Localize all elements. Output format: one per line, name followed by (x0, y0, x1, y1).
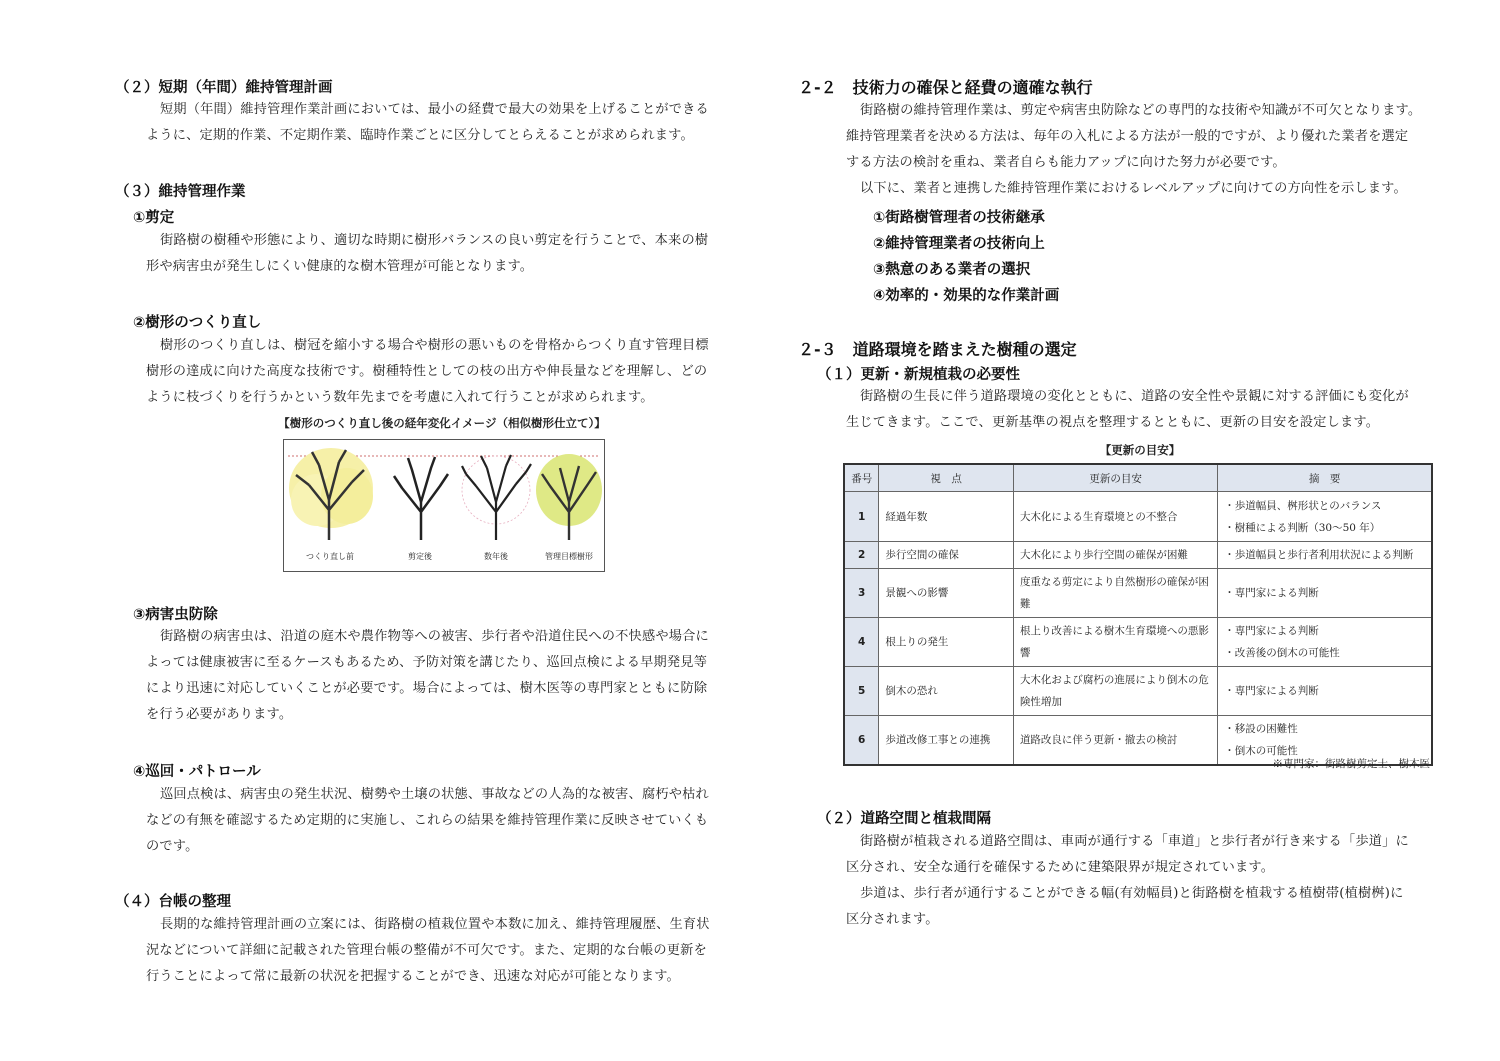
subheading-reshaping: ②樹形のつくり直し (133, 315, 262, 331)
figure-label-target: 管理目標樹形 (545, 552, 593, 561)
paragraph-line: を行う必要があります。 (146, 707, 293, 722)
row-guide: 大木化による生育環境との不整合 (1013, 492, 1217, 542)
tree-years-later-icon (462, 455, 531, 540)
section-heading-ledger: （４）台帳の整理 (115, 894, 231, 910)
row-guide: 度重なる剪定により自然樹形の確保が困難 (1013, 569, 1217, 618)
paragraph-line: 生じてきます。ここで、更新基準の視点を整理するとともに、更新の目安を設定します。 (846, 415, 1380, 430)
row-number: 2 (844, 542, 879, 569)
row-guide: 道路改良に伴う更新・撤去の検討 (1013, 716, 1217, 766)
paragraph-line: 短期（年間）維持管理作業計画においては、最小の経費で最大の効果を上げることができる (160, 102, 709, 117)
row-guide: 大木化により歩行空間の確保が困難 (1013, 542, 1217, 569)
section-heading-2-2: ２-２ 技術力の確保と経費の適確な執行 (798, 78, 1093, 97)
subheading-pruning: ①剪定 (133, 210, 175, 226)
table-row (844, 667, 1432, 716)
column-header: 更新の目安 (1013, 464, 1217, 492)
table-row (844, 542, 1432, 569)
list-item: ①街路樹管理者の技術継承 (873, 210, 1045, 226)
note-line: ・倒木の可能性 (1224, 745, 1298, 757)
subheading-patrol: ④巡回・パトロール (133, 764, 261, 780)
paragraph-line: 歩道は、歩行者が通行することができる幅(有効幅員)と街路樹を植栽する植樹帯(植樹桝)に (860, 886, 1404, 901)
column-header: 番号 (844, 464, 879, 492)
paragraph-line: 維持管理業者を決める方法は、毎年の入札による方法が一般的ですが、より優れた業者を選定 (846, 129, 1409, 144)
table-row (844, 618, 1432, 667)
paragraph-line: 区分され、安全な通行を確保するために建築限界が規定されています。 (846, 860, 1275, 875)
row-number: 5 (844, 667, 879, 716)
paragraph-line: により迅速に対応していくことが必要です。場合によっては、樹木医等の専門家とともに防除 (146, 681, 708, 696)
paragraph-line: 区分されます。 (846, 912, 939, 927)
note-line: ・改善後の倒木の可能性 (1224, 647, 1340, 659)
paragraph-line: 街路樹の病害虫は、沿道の庭木や農作物等への被害、歩行者や沿道住民への不快感や場合に (160, 629, 709, 644)
paragraph-line: 樹形の達成に向けた高度な技術です。樹種特性としての枝の出方や伸長量などを理解し、どの (146, 364, 708, 379)
row-number: 4 (844, 618, 879, 667)
figure-label-pruned: 剪定後 (408, 552, 432, 561)
paragraph-line: 巡回点検は、病害虫の発生状況、樹勢や土壌の状態、事故などの人為的な被害、腐朽や枯れ (160, 787, 709, 802)
row-number: 6 (844, 716, 879, 766)
column-header: 視 点 (879, 464, 1014, 492)
paragraph-line: よっては健康被害に至るケースもあるため、予防対策を講じたり、巡回点検による早期発見等 (146, 655, 708, 670)
row-guide: 大木化および腐朽の進展により倒木の危険性増加 (1013, 667, 1217, 716)
list-item: ④効率的・効果的な作業計画 (873, 288, 1060, 304)
paragraph-line: などの有無を確認するため定期的に実施し、これらの結果を維持管理作業に反映させていくも (146, 813, 709, 828)
paragraph-line: のです。 (146, 839, 199, 854)
note-line: ・専門家による判断 (1224, 587, 1319, 599)
tree-figure (283, 439, 605, 572)
row-view: 歩道改修工事との連携 (879, 716, 1014, 766)
row-guide: 根上り改善による樹木生育環境への悪影響 (1013, 618, 1217, 667)
note-line: ・樹種による判断（30～50 年） (1224, 521, 1381, 534)
section-heading-short-term: （２）短期（年間）維持管理計画 (115, 80, 333, 96)
paragraph-line: 街路樹の生長に伴う道路環境の変化とともに、道路の安全性や景観に対する評価にも変化が (860, 389, 1409, 404)
tree-before-icon (289, 448, 373, 540)
subheading-pest-control: ③病害虫防除 (133, 607, 218, 623)
paragraph-line: 以下に、業者と連携した維持管理作業におけるレベルアップに向けての方向性を示します。 (860, 181, 1407, 196)
figure-title: 【樹形のつくり直し後の経年変化イメージ（相似樹形仕立て）】 (278, 416, 606, 430)
tree-pruned-icon (394, 457, 448, 540)
row-number: 3 (844, 569, 879, 618)
paragraph-line: 樹形のつくり直しは、樹冠を縮小する場合や樹形の悪いものを骨格からつくり直す管理目標 (160, 338, 709, 353)
list-item: ②維持管理業者の技術向上 (873, 236, 1045, 252)
subheading-road-space: （２）道路空間と植栽間隔 (817, 811, 991, 827)
table-row (844, 492, 1432, 542)
tree-target-icon (536, 454, 602, 540)
paragraph-line: 街路樹の樹種や形態により、適切な時期に樹形バランスの良い剪定を行うことで、本来の樹 (160, 233, 709, 248)
paragraph-line: 街路樹の維持管理作業は、剪定や病害虫防除などの専門的な技術や知識が不可欠となります。 (860, 103, 1422, 118)
section-heading-2-3: ２-３ 道路環境を踏まえた樹種の選定 (798, 340, 1077, 359)
subheading-renewal: （１）更新・新規植栽の必要性 (817, 367, 1020, 383)
table-row (844, 569, 1432, 618)
row-notes (1218, 667, 1432, 716)
paragraph-line: 況などについて詳細に記載された管理台帳の整備が不可欠です。また、定期的な台帳の更新を (146, 943, 707, 958)
table-title: 【更新の目安】 (1099, 443, 1181, 457)
row-view: 経過年数 (879, 492, 1014, 542)
row-number: 1 (844, 492, 879, 542)
row-view: 根上りの発生 (879, 618, 1014, 667)
paragraph-line: 街路樹が植栽される道路空間は、車両が通行する「車道」と歩行者が行き来する「歩道」に (860, 834, 1409, 849)
note-line: ・専門家による判断 (1224, 625, 1319, 637)
note-line: ・専門家による判断 (1224, 685, 1319, 697)
paragraph-line: 形や病害虫が発生しにくい健康的な樹木管理が可能となります。 (146, 259, 534, 274)
paragraph-line: 行うことによって常に最新の状況を把握することができ、迅速な対応が可能となります。 (146, 969, 680, 984)
row-notes (1218, 618, 1432, 667)
row-view: 歩行空間の確保 (879, 542, 1014, 569)
row-notes (1218, 542, 1432, 569)
figure-label-years-later: 数年後 (484, 552, 508, 561)
row-notes (1218, 492, 1432, 542)
row-view: 倒木の恐れ (879, 667, 1014, 716)
paragraph-line: ように、定期的作業、不定期作業、臨時作業ごとに区分してとらえることが求められます。 (146, 128, 694, 143)
row-view: 景観への影響 (879, 569, 1014, 618)
section-heading-maintenance: （３）維持管理作業 (115, 184, 246, 200)
column-header: 摘 要 (1218, 464, 1432, 492)
paragraph-line: 長期的な維持管理計画の立案には、街路樹の植栽位置や本数に加え、維持管理履歴、生育状 (160, 917, 710, 932)
paragraph-line: ように枝づくりを行うかという数年先までを考慮に入れて行うことが求められます。 (146, 390, 654, 405)
note-line: ・移設の困難性 (1224, 723, 1298, 735)
figure-label-before: つくり直し前 (306, 552, 354, 561)
table-footnote: ※専門家：街路樹剪定士、樹木医 (1272, 758, 1430, 770)
list-item: ③熱意のある業者の選択 (873, 262, 1031, 278)
paragraph-line: する方法の検討を重ね、業者自らも能力アップに向けた努力が必要です。 (846, 155, 1286, 170)
note-line: ・歩道幅員と歩行者利用状況による判断 (1224, 549, 1414, 561)
note-line: ・歩道幅員、桝形状とのバランス (1224, 499, 1382, 512)
table-header-row (844, 464, 1432, 492)
row-notes (1218, 569, 1432, 618)
renewal-guide-table (843, 463, 1433, 766)
